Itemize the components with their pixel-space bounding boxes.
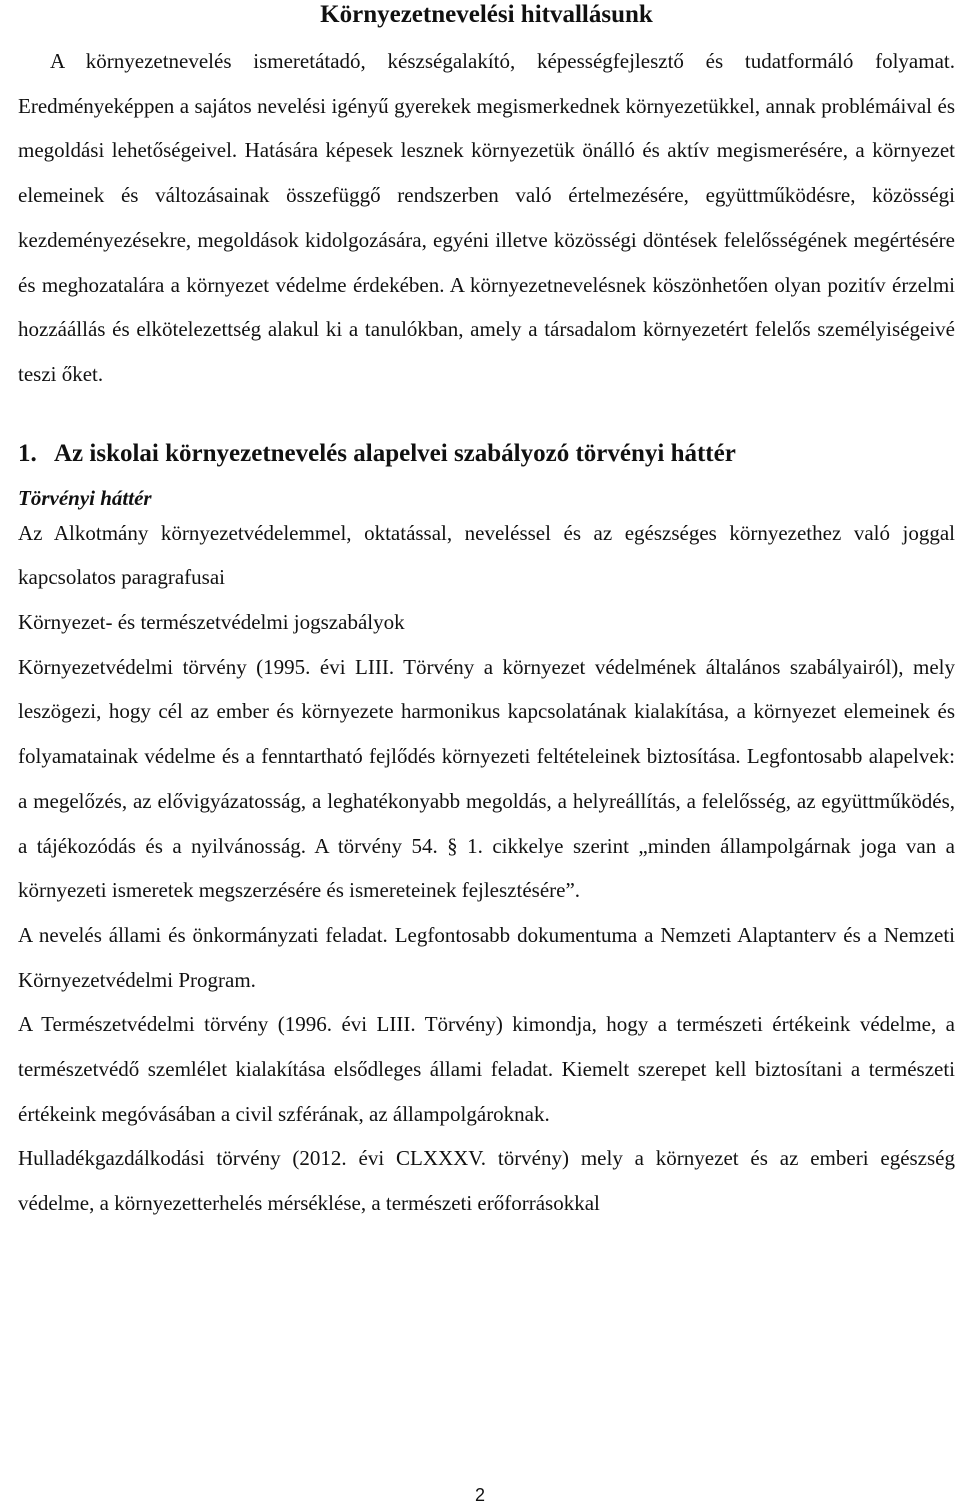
paragraph-education: A nevelés állami és önkormányzati feladat. Legfontosabb dokumentuma a Nemzeti Alaptanterv és a Nemzeti Környezetvédelmi Program. <box>18 922 955 992</box>
section-number: 1. <box>18 439 37 467</box>
paragraph-regulations: Környezet- és természetvédelmi jogszabályok <box>18 610 405 635</box>
section-heading <box>18 439 955 469</box>
paragraph-nature-law: A Természetvédelmi törvény (1996. évi LIII. Törvény) kimondja, hogy a természeti értékeink védelme, a természetvédő szemlélet kialakítása elsődleges állami feladat. Kiemelt szerepet kell biztosítani a természeti értékeink megóvásában a civil szférának, az állampolgároknak. <box>18 1012 955 1126</box>
page-title: Környezetnevelési hitvallásunk <box>320 1 653 28</box>
page-number: 2 <box>474 1485 485 1505</box>
section-title: Az iskolai környezetnevelés alapelvei szabályozó törvényi háttér <box>54 439 736 467</box>
subheading: Törvényi háttér <box>18 485 152 510</box>
paragraph-constitution: Az Alkotmány környezetvédelemmel, oktatással, neveléssel és az egészséges környezethez való joggal kapcsolatos paragrafusai <box>18 520 955 590</box>
paragraph-waste-law: Hulladékgazdálkodási törvény (2012. évi CLXXXV. törvény) mely a környezet és az emberi egészség védelme, a környezetterhelés mérséklése, a természeti erőforrásokkal <box>18 1146 955 1216</box>
intro-paragraph: A környezetnevelés ismeretátadó, készségalakító, képességfejlesztő és tudatformáló folyamat. Eredményeképpen a sajátos nevelési igényű gyerekek megismerkednek környezetükkel, annak problémáival és megoldási lehetőségeivel. Hatására képesek lesznek környezetük önálló és aktív megismerésére, a környezet elemeinek és változásainak összefüggő rendszerben való értelmezésére, együttműködésre, közösségi kezdeményezésekre, megoldások kidolgozására, egyéni illetve közösségi döntések felelősségének megértésére és meghozatalára a környezet védelme érdekében. A környezetnevelésnek köszönhetően olyan pozitív érzelmi hozzáállás és elkötelezettség alakul ki a tanulókban, amely a társadalom környezetért felelős személyiségeivé teszi őket. <box>18 49 955 386</box>
document-page <box>18 0 955 1226</box>
paragraph-environment-law: Környezetvédelmi törvény (1995. évi LIII. Törvény a környezet védelmének általános szabályairól), mely leszögezi, hogy cél az ember és környezete harmonikus kapcsolatának kialakítása, a környezet elemeinek és folyamatainak védelme és a fenntartható fejlődés környezeti feltételeinek biztosítása. Legfontosabb alapelvek: a megelőzés, az elővigyázatosság, a leghatékonyabb megoldás, a helyreállítás, a felelősség, az együttműködés, a tájékozódás és a nyilvánosság. A törvény 54. § 1. cikkelye szerint „minden állampolgárnak joga van a környezeti ismeretek megszerzésére és ismereteinek fejlesztésére”. <box>18 654 955 903</box>
